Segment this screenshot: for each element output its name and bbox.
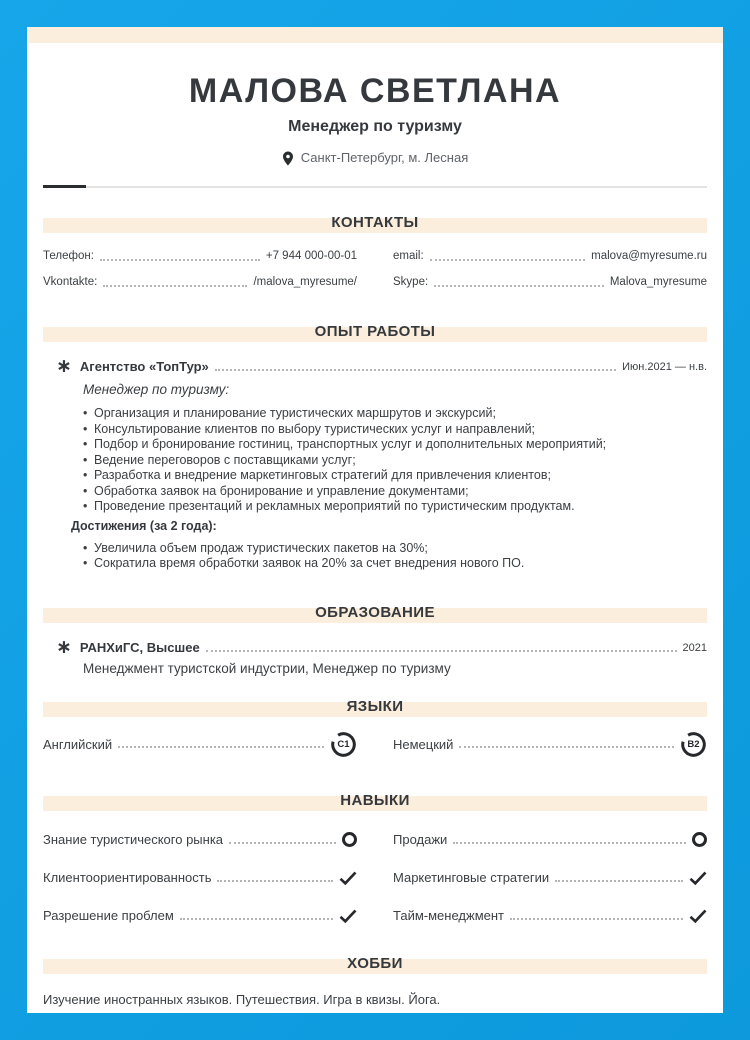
dotted-leader	[510, 918, 683, 920]
duty-item: • Ведение переговоров с поставщиками услуг;	[83, 453, 707, 469]
skill-name: Продажи	[393, 832, 448, 847]
language-row	[43, 731, 357, 758]
contact-value: /malova_myresume/	[253, 276, 357, 288]
section-title: НАВЫКИ	[340, 791, 410, 809]
skill-name: Клиентоориентированность	[43, 870, 212, 885]
language-level-badge	[680, 731, 707, 758]
dotted-leader	[459, 746, 674, 748]
resume-page	[27, 27, 723, 1013]
employment-period: Июн.2021 — н.в.	[622, 361, 707, 373]
dotted-leader	[217, 880, 333, 882]
achievements-title: Достижения (за 2 года):	[71, 518, 217, 533]
hobbies-text: Изучение иностранных языков. Путешествия. Игра в квизы. Йога.	[43, 991, 441, 1007]
experience-entry-header	[43, 358, 707, 376]
education-details: Менеджмент туристской индустрии, Менеджер по туризму	[83, 660, 451, 676]
contacts-grid	[43, 248, 707, 291]
person-name: МАЛОВА СВЕТЛАНА	[188, 72, 562, 110]
dotted-leader	[206, 650, 677, 652]
contact-row	[393, 274, 707, 291]
achievements-list	[83, 541, 707, 572]
duty-item: • Организация и планирование туристических маршрутов и экскурсий;	[83, 406, 707, 422]
contact-row	[43, 274, 357, 291]
location-text: Санкт-Петербург, м. Лесная	[300, 150, 469, 165]
achievement-item: • Сократила время обработки заявок на 20% за счет внедрения нового ПО.	[83, 556, 707, 572]
section-title: ОПЫТ РАБОТЫ	[314, 323, 436, 340]
language-level-text: C1	[337, 738, 350, 750]
skill-row	[393, 908, 707, 923]
contact-label: Телефон:	[43, 250, 94, 262]
contact-value: Malova_myresume	[609, 276, 707, 288]
skill-row	[43, 908, 357, 923]
language-level-text: B2	[687, 738, 700, 750]
company-name: Агентство «ТопТур»	[79, 359, 209, 374]
skill-row	[393, 870, 707, 885]
person-job-title: Менеджер по туризму	[288, 118, 462, 135]
dotted-leader	[180, 918, 333, 920]
duties-list	[83, 406, 707, 515]
divider-accent-segment	[43, 185, 86, 188]
dotted-leader	[215, 369, 616, 371]
section-header-education	[43, 596, 707, 623]
asterisk-marker-icon: ∗	[56, 356, 72, 377]
contact-row	[43, 248, 357, 265]
dotted-leader	[103, 285, 247, 287]
duty-item: • Проведение презентаций и рекламных мероприятий по туристическим продуктам.	[83, 499, 707, 515]
checkmark-icon	[689, 871, 707, 885]
divider-line	[43, 186, 707, 188]
skill-row	[393, 832, 707, 847]
languages-grid	[43, 731, 707, 758]
checkmark-icon	[339, 871, 357, 885]
skill-name: Маркетинговые стратегии	[393, 870, 550, 885]
section-header-contacts	[43, 206, 707, 233]
location-row	[43, 150, 707, 166]
language-name: Английский	[43, 736, 113, 752]
section-header-skills	[43, 784, 707, 811]
achievement-item: • Увеличила объем продаж туристических пакетов на 30%;	[83, 541, 707, 557]
dotted-leader	[434, 285, 604, 287]
skill-row	[43, 870, 357, 885]
skill-name: Знание туристического рынка	[43, 832, 224, 847]
language-name: Немецкий	[393, 736, 454, 752]
graduation-year: 2021	[682, 641, 707, 654]
skills-grid	[43, 821, 707, 935]
section-header-languages	[43, 690, 707, 717]
location-pin-icon	[282, 151, 294, 166]
contact-row	[393, 248, 707, 265]
contact-value: +7 944 000-00-01	[265, 250, 357, 262]
dotted-leader	[100, 259, 260, 261]
skill-name: Тайм-менеджмент	[393, 908, 504, 923]
section-header-experience	[43, 315, 707, 342]
checkmark-icon	[339, 909, 357, 923]
dotted-leader	[453, 842, 686, 844]
skill-name: Разрешение проблем	[43, 908, 174, 923]
section-title: ОБРАЗОВАНИЕ	[315, 603, 435, 621]
job-role: Менеджер по туризму:	[83, 382, 230, 397]
header-divider	[43, 185, 707, 188]
duty-item: • Консультирование клиентов по выбору туристических услуг и направлений;	[83, 422, 707, 438]
circle-level-icon	[342, 832, 357, 847]
dotted-leader	[430, 259, 585, 261]
dotted-leader	[229, 842, 336, 844]
checkmark-icon	[689, 909, 707, 923]
page-content	[27, 73, 723, 1008]
section-header-hobbies	[43, 947, 707, 974]
section-title: ХОББИ	[347, 954, 403, 972]
school-name: РАНХиГС, Высшее	[79, 639, 200, 655]
section-title: КОНТАКТЫ	[331, 214, 419, 231]
dotted-leader	[118, 746, 324, 748]
duty-item: • Обработка заявок на бронирование и управление документами;	[83, 484, 707, 500]
language-level-badge	[330, 731, 357, 758]
contact-label: email:	[393, 250, 424, 262]
contact-label: Vkontakte:	[43, 276, 98, 288]
dotted-leader	[555, 880, 683, 882]
page-top-accent-strip	[27, 27, 723, 43]
education-entry-header	[43, 636, 707, 658]
asterisk-marker-icon: ∗	[56, 636, 72, 658]
language-row	[393, 731, 707, 758]
skill-row	[43, 832, 357, 847]
contact-label: Skype:	[393, 276, 429, 288]
duty-item: • Разработка и внедрение маркетинговых стратегий для привлечения клиентов;	[83, 468, 707, 484]
section-title: ЯЗЫКИ	[346, 697, 404, 715]
contact-value: malova@myresume.ru	[591, 250, 707, 262]
circle-level-icon	[692, 832, 707, 847]
duty-item: • Подбор и бронирование гостиниц, транспортных услуг и дополнительных мероприятий;	[83, 437, 707, 453]
